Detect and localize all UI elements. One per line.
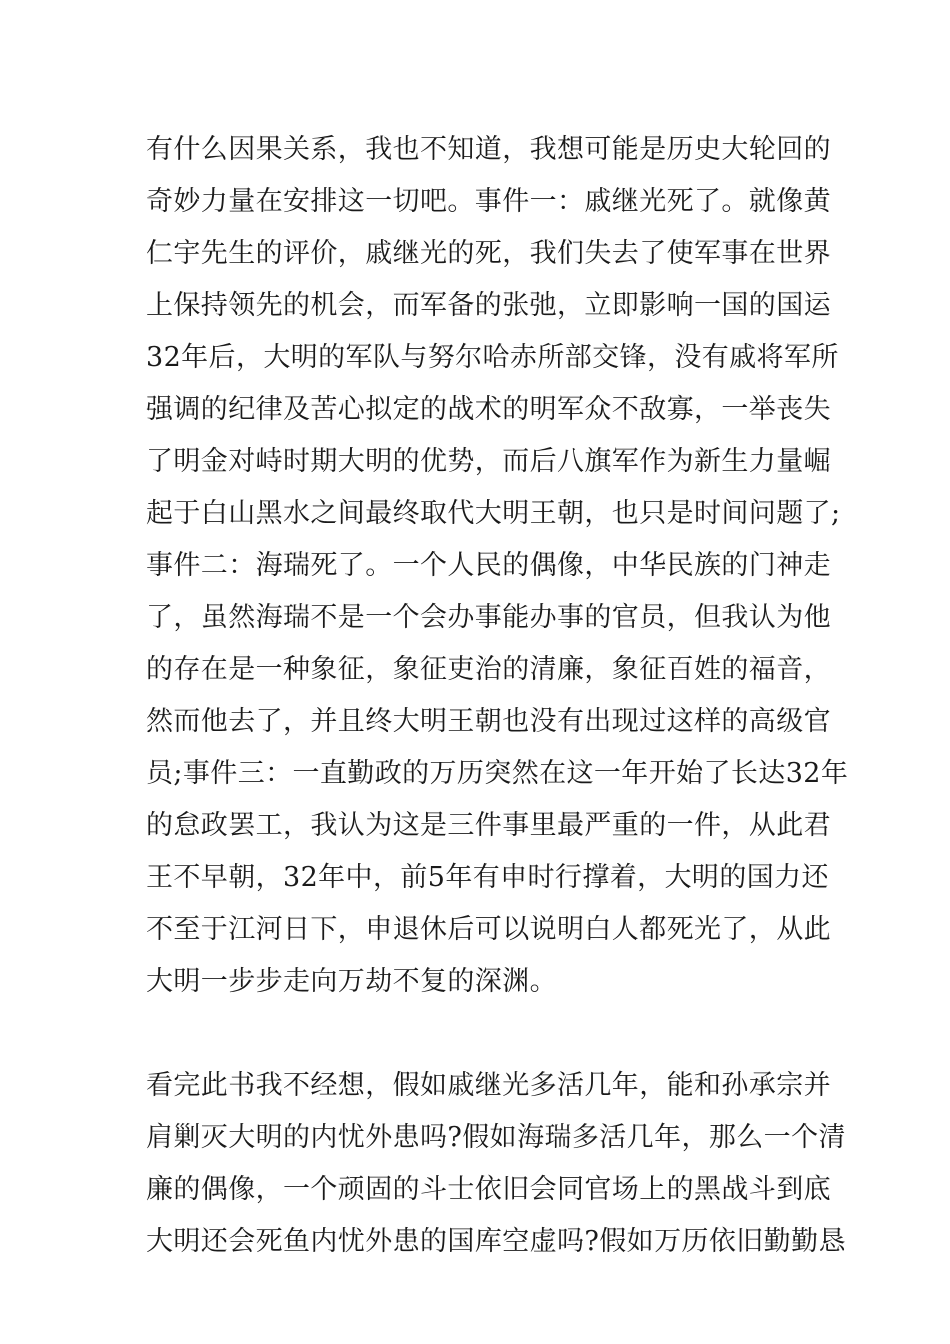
text-line: 然而他去了，并且终大明王朝也没有出现过这样的高级官 [146, 706, 831, 737]
text-line: 奇妙力量在安排这一切吧。事件一：戚继光死了。就像黄 [146, 186, 831, 217]
text-line: 大明还会死鱼内忧外患的国库空虚吗?假如万历依旧勤勤恳 [146, 1226, 846, 1257]
text-line: 肩剿灭大明的内忧外患吗?假如海瑞多活几年，那么一个清 [146, 1122, 846, 1153]
text-line: 了明金对峙时期大明的优势，而后八旗军作为新生力量崛 [146, 446, 831, 477]
text-line: 大明一步步走向万劫不复的深渊。 [146, 966, 557, 997]
text-line: 有什么因果关系，我也不知道，我想可能是历史大轮回的 [146, 134, 831, 165]
text-line: 的怠政罢工，我认为这是三件事里最严重的一件，从此君 [146, 810, 831, 841]
text-line: 不至于江河日下，申退休后可以说明白人都死光了，从此 [146, 914, 831, 945]
text-line: 起于白山黑水之间最终取代大明王朝，也只是时间问题了; [146, 498, 841, 529]
text-line: 强调的纪律及苦心拟定的战术的明军众不敌寡，一举丧失 [146, 394, 831, 425]
text-line: 了，虽然海瑞不是一个会办事能办事的官员，但我认为他 [146, 602, 831, 633]
text-line: 员;事件三：一直勤政的万历突然在这一年开始了长达32年 [146, 758, 849, 789]
text-line: 看完此书我不经想，假如戚继光多活几年，能和孙承宗并 [146, 1070, 831, 1101]
text-line: 仁宇先生的评价，戚继光的死，我们失去了使军事在世界 [146, 238, 831, 269]
text-line: 廉的偶像，一个顽固的斗士依旧会同官场上的黑战斗到底 [146, 1174, 831, 1205]
text-line: 32年后，大明的军队与努尔哈赤所部交锋，没有戚将军所 [146, 342, 839, 373]
text-line: 的存在是一种象征，象征吏治的清廉，象征百姓的福音， [146, 654, 831, 685]
text-line: 上保持领先的机会，而军备的张弛，立即影响一国的国运 [146, 290, 831, 321]
text-line: 王不早朝，32年中，前5年有申时行撑着，大明的国力还 [146, 862, 829, 893]
text-line: 事件二：海瑞死了。一个人民的偶像，中华民族的门神走 [146, 550, 831, 581]
